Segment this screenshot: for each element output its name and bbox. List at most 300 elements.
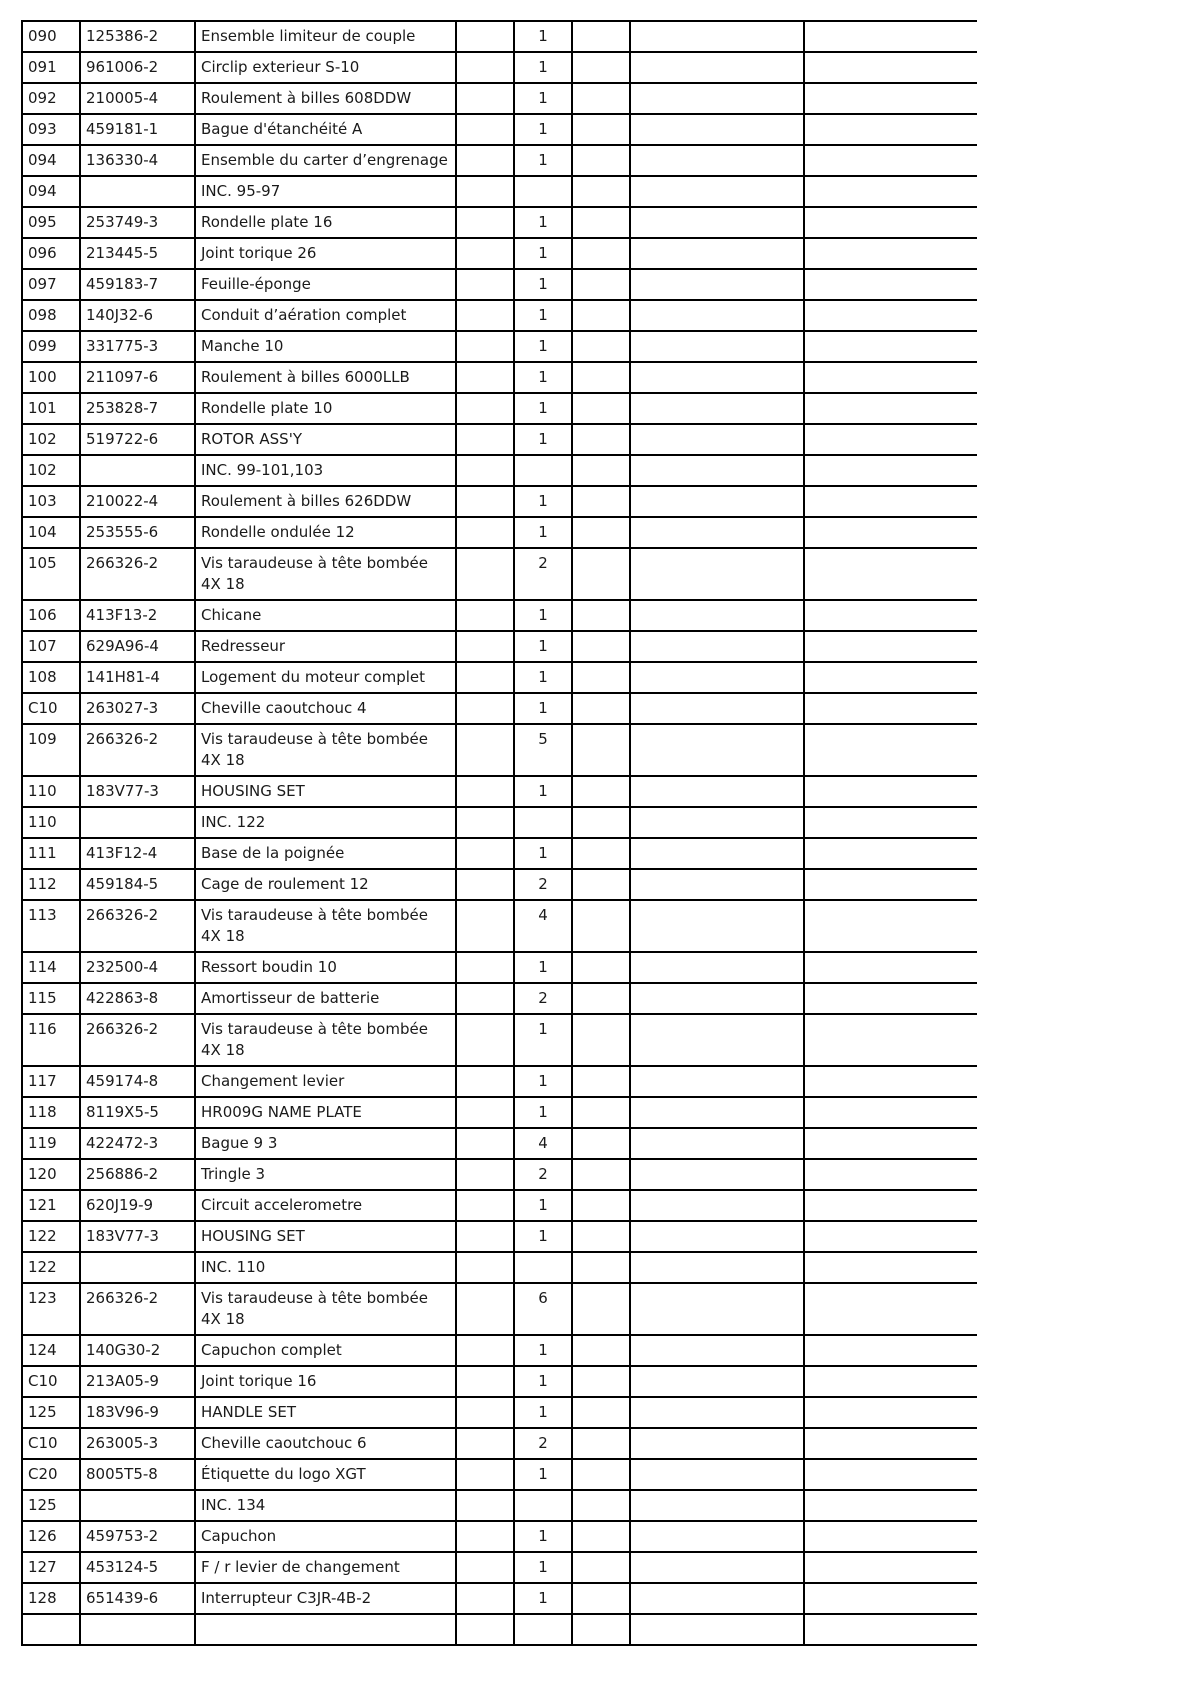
table-row: [22, 1583, 977, 1614]
blank-cell: [572, 693, 630, 724]
blank-cell: [804, 83, 977, 114]
table-row: [22, 900, 977, 952]
blank-cell: [630, 52, 804, 83]
quantity-cell: 1: [514, 1221, 572, 1252]
blank-cell: [630, 776, 804, 807]
table-row: [22, 1490, 977, 1521]
quantity-cell: 1: [514, 776, 572, 807]
blank-cell: [572, 1190, 630, 1221]
blank-cell: [630, 362, 804, 393]
part-number-cell: 453124-5: [80, 1552, 195, 1583]
blank-cell: [804, 114, 977, 145]
blank-cell: [572, 1366, 630, 1397]
blank-cell: [572, 331, 630, 362]
table-row: [22, 1552, 977, 1583]
description-cell: HR009G NAME PLATE: [195, 1097, 456, 1128]
table-row: [22, 1521, 977, 1552]
table-row: [22, 548, 977, 600]
blank-cell: [804, 1366, 977, 1397]
item-number-cell: 126: [22, 1521, 80, 1552]
blank-cell: [456, 1252, 514, 1283]
table-row: [22, 776, 977, 807]
description-cell: [195, 1614, 456, 1645]
blank-cell: [804, 1159, 977, 1190]
table-row: [22, 724, 977, 776]
quantity-cell: 2: [514, 869, 572, 900]
part-number-cell: 210005-4: [80, 83, 195, 114]
quantity-cell: 1: [514, 83, 572, 114]
quantity-cell: 1: [514, 662, 572, 693]
quantity-cell: 1: [514, 145, 572, 176]
table-row: [22, 1428, 977, 1459]
table-row: [22, 1159, 977, 1190]
part-number-cell: 8119X5-5: [80, 1097, 195, 1128]
blank-cell: [804, 145, 977, 176]
blank-cell: [572, 83, 630, 114]
blank-cell: [630, 21, 804, 52]
blank-cell: [630, 952, 804, 983]
quantity-cell: 1: [514, 1097, 572, 1128]
quantity-cell: 1: [514, 1366, 572, 1397]
blank-cell: [630, 1583, 804, 1614]
blank-cell: [456, 807, 514, 838]
table-row: [22, 331, 977, 362]
quantity-cell: 1: [514, 114, 572, 145]
quantity-cell: 1: [514, 362, 572, 393]
blank-cell: [630, 600, 804, 631]
item-number-cell: C20: [22, 1459, 80, 1490]
blank-cell: [630, 455, 804, 486]
description-cell: Ensemble du carter d’engrenage: [195, 145, 456, 176]
blank-cell: [804, 776, 977, 807]
part-number-cell: 141H81-4: [80, 662, 195, 693]
blank-cell: [630, 1190, 804, 1221]
blank-cell: [456, 1014, 514, 1066]
part-number-cell: 232500-4: [80, 952, 195, 983]
quantity-cell: 1: [514, 517, 572, 548]
blank-cell: [456, 83, 514, 114]
quantity-cell: 1: [514, 1190, 572, 1221]
table-row: [22, 455, 977, 486]
item-number-cell: 113: [22, 900, 80, 952]
quantity-cell: 1: [514, 1397, 572, 1428]
item-number-cell: 096: [22, 238, 80, 269]
part-number-cell: 256886-2: [80, 1159, 195, 1190]
item-number-cell: 112: [22, 869, 80, 900]
blank-cell: [630, 1335, 804, 1366]
blank-cell: [630, 269, 804, 300]
blank-cell: [630, 300, 804, 331]
description-cell: HANDLE SET: [195, 1397, 456, 1428]
table-row: [22, 83, 977, 114]
part-number-cell: 459174-8: [80, 1066, 195, 1097]
blank-cell: [456, 393, 514, 424]
blank-cell: [804, 1614, 977, 1645]
description-cell: Logement du moteur complet: [195, 662, 456, 693]
item-number-cell: 118: [22, 1097, 80, 1128]
quantity-cell: 4: [514, 900, 572, 952]
item-number-cell: 092: [22, 83, 80, 114]
blank-cell: [572, 1552, 630, 1583]
blank-cell: [630, 1490, 804, 1521]
blank-cell: [456, 1397, 514, 1428]
table-row: [22, 1366, 977, 1397]
description-cell: Base de la poignée: [195, 838, 456, 869]
table-row: [22, 1097, 977, 1128]
table-row: [22, 176, 977, 207]
table-row: [22, 807, 977, 838]
blank-cell: [456, 1614, 514, 1645]
quantity-cell: 1: [514, 238, 572, 269]
parts-table: [21, 20, 977, 1646]
item-number-cell: 122: [22, 1221, 80, 1252]
item-number-cell: 094: [22, 145, 80, 176]
item-number-cell: 107: [22, 631, 80, 662]
part-number-cell: 519722-6: [80, 424, 195, 455]
part-number-cell: 263005-3: [80, 1428, 195, 1459]
quantity-cell: 1: [514, 52, 572, 83]
blank-cell: [804, 1583, 977, 1614]
blank-cell: [804, 1014, 977, 1066]
blank-cell: [630, 1552, 804, 1583]
item-number-cell: C10: [22, 1428, 80, 1459]
blank-cell: [572, 1128, 630, 1159]
part-number-cell: 140J32-6: [80, 300, 195, 331]
description-cell: ROTOR ASS'Y: [195, 424, 456, 455]
blank-cell: [572, 1428, 630, 1459]
blank-cell: [630, 1428, 804, 1459]
quantity-cell: 1: [514, 1066, 572, 1097]
description-cell: Cheville caoutchouc 6: [195, 1428, 456, 1459]
blank-cell: [456, 662, 514, 693]
blank-cell: [630, 1397, 804, 1428]
blank-cell: [804, 238, 977, 269]
blank-cell: [630, 176, 804, 207]
blank-cell: [456, 455, 514, 486]
blank-cell: [456, 486, 514, 517]
blank-cell: [630, 393, 804, 424]
blank-cell: [572, 1283, 630, 1335]
item-number-cell: 120: [22, 1159, 80, 1190]
part-number-cell: 651439-6: [80, 1583, 195, 1614]
blank-cell: [456, 1283, 514, 1335]
blank-cell: [804, 331, 977, 362]
description-cell: Rondelle plate 10: [195, 393, 456, 424]
item-number-cell: 119: [22, 1128, 80, 1159]
item-number-cell: 094: [22, 176, 80, 207]
table-row: [22, 1283, 977, 1335]
description-cell: Capuchon complet: [195, 1335, 456, 1366]
quantity-cell: [514, 176, 572, 207]
blank-cell: [456, 631, 514, 662]
part-number-cell: [80, 1252, 195, 1283]
blank-cell: [630, 983, 804, 1014]
blank-cell: [630, 900, 804, 952]
blank-cell: [804, 176, 977, 207]
blank-cell: [630, 207, 804, 238]
quantity-cell: 2: [514, 983, 572, 1014]
table-row: [22, 1614, 977, 1645]
blank-cell: [572, 900, 630, 952]
table-row: [22, 269, 977, 300]
blank-cell: [572, 455, 630, 486]
quantity-cell: 1: [514, 838, 572, 869]
part-number-cell: 263027-3: [80, 693, 195, 724]
item-number-cell: 111: [22, 838, 80, 869]
blank-cell: [804, 724, 977, 776]
blank-cell: [630, 517, 804, 548]
description-cell: Circlip exterieur S-10: [195, 52, 456, 83]
quantity-cell: 1: [514, 300, 572, 331]
blank-cell: [572, 362, 630, 393]
quantity-cell: 2: [514, 1428, 572, 1459]
parts-list-page: [21, 20, 977, 1683]
blank-cell: [572, 207, 630, 238]
blank-cell: [804, 393, 977, 424]
item-number-cell: 125: [22, 1397, 80, 1428]
item-number-cell: 090: [22, 21, 80, 52]
description-cell: Circuit accelerometre: [195, 1190, 456, 1221]
part-number-cell: 8005T5-8: [80, 1459, 195, 1490]
blank-cell: [804, 52, 977, 83]
item-number-cell: 105: [22, 548, 80, 600]
item-number-cell: 109: [22, 724, 80, 776]
blank-cell: [456, 362, 514, 393]
description-cell: Roulement à billes 626DDW: [195, 486, 456, 517]
blank-cell: [572, 238, 630, 269]
description-cell: Vis taraudeuse à tête bombée 4X 18: [195, 1283, 456, 1335]
item-number-cell: 102: [22, 424, 80, 455]
part-number-cell: 459184-5: [80, 869, 195, 900]
blank-cell: [572, 176, 630, 207]
table-row: [22, 393, 977, 424]
blank-cell: [572, 807, 630, 838]
part-number-cell: [80, 1490, 195, 1521]
parts-table-body: [22, 21, 977, 1645]
quantity-cell: 1: [514, 1335, 572, 1366]
part-number-cell: 266326-2: [80, 724, 195, 776]
table-row: [22, 207, 977, 238]
table-row: [22, 952, 977, 983]
blank-cell: [456, 548, 514, 600]
description-cell: Bague d'étanchéité A: [195, 114, 456, 145]
blank-cell: [572, 486, 630, 517]
blank-cell: [804, 1459, 977, 1490]
table-row: [22, 114, 977, 145]
blank-cell: [456, 424, 514, 455]
quantity-cell: [514, 1252, 572, 1283]
blank-cell: [804, 269, 977, 300]
blank-cell: [456, 869, 514, 900]
item-number-cell: 104: [22, 517, 80, 548]
description-cell: Feuille-éponge: [195, 269, 456, 300]
part-number-cell: 459181-1: [80, 114, 195, 145]
description-cell: Tringle 3: [195, 1159, 456, 1190]
blank-cell: [456, 1190, 514, 1221]
blank-cell: [572, 1066, 630, 1097]
blank-cell: [630, 838, 804, 869]
blank-cell: [804, 600, 977, 631]
table-row: [22, 600, 977, 631]
table-row: [22, 1459, 977, 1490]
blank-cell: [804, 486, 977, 517]
blank-cell: [572, 631, 630, 662]
item-number-cell: 095: [22, 207, 80, 238]
description-cell: Vis taraudeuse à tête bombée 4X 18: [195, 548, 456, 600]
table-row: [22, 631, 977, 662]
quantity-cell: 1: [514, 331, 572, 362]
blank-cell: [630, 1128, 804, 1159]
blank-cell: [456, 1490, 514, 1521]
blank-cell: [804, 1397, 977, 1428]
blank-cell: [572, 145, 630, 176]
blank-cell: [456, 1159, 514, 1190]
blank-cell: [572, 300, 630, 331]
item-number-cell: C10: [22, 693, 80, 724]
part-number-cell: 125386-2: [80, 21, 195, 52]
table-row: [22, 838, 977, 869]
blank-cell: [804, 1190, 977, 1221]
quantity-cell: 2: [514, 548, 572, 600]
part-number-cell: 213445-5: [80, 238, 195, 269]
blank-cell: [572, 1159, 630, 1190]
blank-cell: [804, 21, 977, 52]
blank-cell: [804, 1428, 977, 1459]
blank-cell: [804, 424, 977, 455]
blank-cell: [572, 1521, 630, 1552]
item-number-cell: C10: [22, 1366, 80, 1397]
part-number-cell: 136330-4: [80, 145, 195, 176]
blank-cell: [456, 838, 514, 869]
blank-cell: [456, 1552, 514, 1583]
quantity-cell: 1: [514, 1459, 572, 1490]
blank-cell: [456, 1066, 514, 1097]
item-number-cell: 122: [22, 1252, 80, 1283]
quantity-cell: 1: [514, 1552, 572, 1583]
description-cell: INC. 134: [195, 1490, 456, 1521]
blank-cell: [630, 1521, 804, 1552]
quantity-cell: 1: [514, 952, 572, 983]
blank-cell: [572, 952, 630, 983]
blank-cell: [804, 1335, 977, 1366]
blank-cell: [572, 1221, 630, 1252]
quantity-cell: [514, 1490, 572, 1521]
blank-cell: [804, 207, 977, 238]
blank-cell: [572, 548, 630, 600]
part-number-cell: [80, 807, 195, 838]
item-number-cell: 116: [22, 1014, 80, 1066]
blank-cell: [456, 1221, 514, 1252]
description-cell: Capuchon: [195, 1521, 456, 1552]
blank-cell: [804, 662, 977, 693]
description-cell: Chicane: [195, 600, 456, 631]
quantity-cell: 1: [514, 600, 572, 631]
quantity-cell: 1: [514, 486, 572, 517]
item-number-cell: 097: [22, 269, 80, 300]
blank-cell: [804, 1097, 977, 1128]
part-number-cell: 620J19-9: [80, 1190, 195, 1221]
item-number-cell: 127: [22, 1552, 80, 1583]
item-number-cell: 110: [22, 776, 80, 807]
description-cell: Vis taraudeuse à tête bombée 4X 18: [195, 900, 456, 952]
blank-cell: [804, 631, 977, 662]
part-number-cell: 459753-2: [80, 1521, 195, 1552]
blank-cell: [456, 983, 514, 1014]
part-number-cell: 183V96-9: [80, 1397, 195, 1428]
quantity-cell: 6: [514, 1283, 572, 1335]
part-number-cell: 210022-4: [80, 486, 195, 517]
quantity-cell: 1: [514, 424, 572, 455]
blank-cell: [572, 393, 630, 424]
part-number-cell: 140G30-2: [80, 1335, 195, 1366]
quantity-cell: 4: [514, 1128, 572, 1159]
blank-cell: [572, 1583, 630, 1614]
item-number-cell: 099: [22, 331, 80, 362]
item-number-cell: 117: [22, 1066, 80, 1097]
item-number-cell: 093: [22, 114, 80, 145]
blank-cell: [572, 724, 630, 776]
blank-cell: [630, 548, 804, 600]
blank-cell: [572, 662, 630, 693]
table-row: [22, 662, 977, 693]
blank-cell: [630, 1159, 804, 1190]
blank-cell: [630, 486, 804, 517]
part-number-cell: [80, 1614, 195, 1645]
blank-cell: [456, 1459, 514, 1490]
blank-cell: [630, 145, 804, 176]
quantity-cell: 1: [514, 269, 572, 300]
blank-cell: [456, 331, 514, 362]
blank-cell: [572, 838, 630, 869]
description-cell: Ensemble limiteur de couple: [195, 21, 456, 52]
description-cell: Vis taraudeuse à tête bombée 4X 18: [195, 1014, 456, 1066]
blank-cell: [572, 1097, 630, 1128]
part-number-cell: 253828-7: [80, 393, 195, 424]
blank-cell: [572, 776, 630, 807]
part-number-cell: 331775-3: [80, 331, 195, 362]
description-cell: Cheville caoutchouc 4: [195, 693, 456, 724]
table-row: [22, 21, 977, 52]
description-cell: INC. 110: [195, 1252, 456, 1283]
blank-cell: [456, 269, 514, 300]
item-number-cell: 128: [22, 1583, 80, 1614]
description-cell: Roulement à billes 608DDW: [195, 83, 456, 114]
table-row: [22, 1066, 977, 1097]
blank-cell: [630, 424, 804, 455]
blank-cell: [630, 1283, 804, 1335]
blank-cell: [804, 1283, 977, 1335]
quantity-cell: 1: [514, 21, 572, 52]
blank-cell: [456, 1335, 514, 1366]
description-cell: INC. 95-97: [195, 176, 456, 207]
description-cell: Vis taraudeuse à tête bombée 4X 18: [195, 724, 456, 776]
blank-cell: [804, 900, 977, 952]
table-row: [22, 517, 977, 548]
part-number-cell: 266326-2: [80, 1014, 195, 1066]
part-number-cell: 422472-3: [80, 1128, 195, 1159]
blank-cell: [456, 900, 514, 952]
blank-cell: [572, 983, 630, 1014]
blank-cell: [804, 1252, 977, 1283]
table-row: [22, 424, 977, 455]
blank-cell: [804, 807, 977, 838]
description-cell: Manche 10: [195, 331, 456, 362]
blank-cell: [804, 1066, 977, 1097]
blank-cell: [804, 517, 977, 548]
description-cell: Rondelle plate 16: [195, 207, 456, 238]
blank-cell: [572, 1459, 630, 1490]
description-cell: Conduit d’aération complet: [195, 300, 456, 331]
